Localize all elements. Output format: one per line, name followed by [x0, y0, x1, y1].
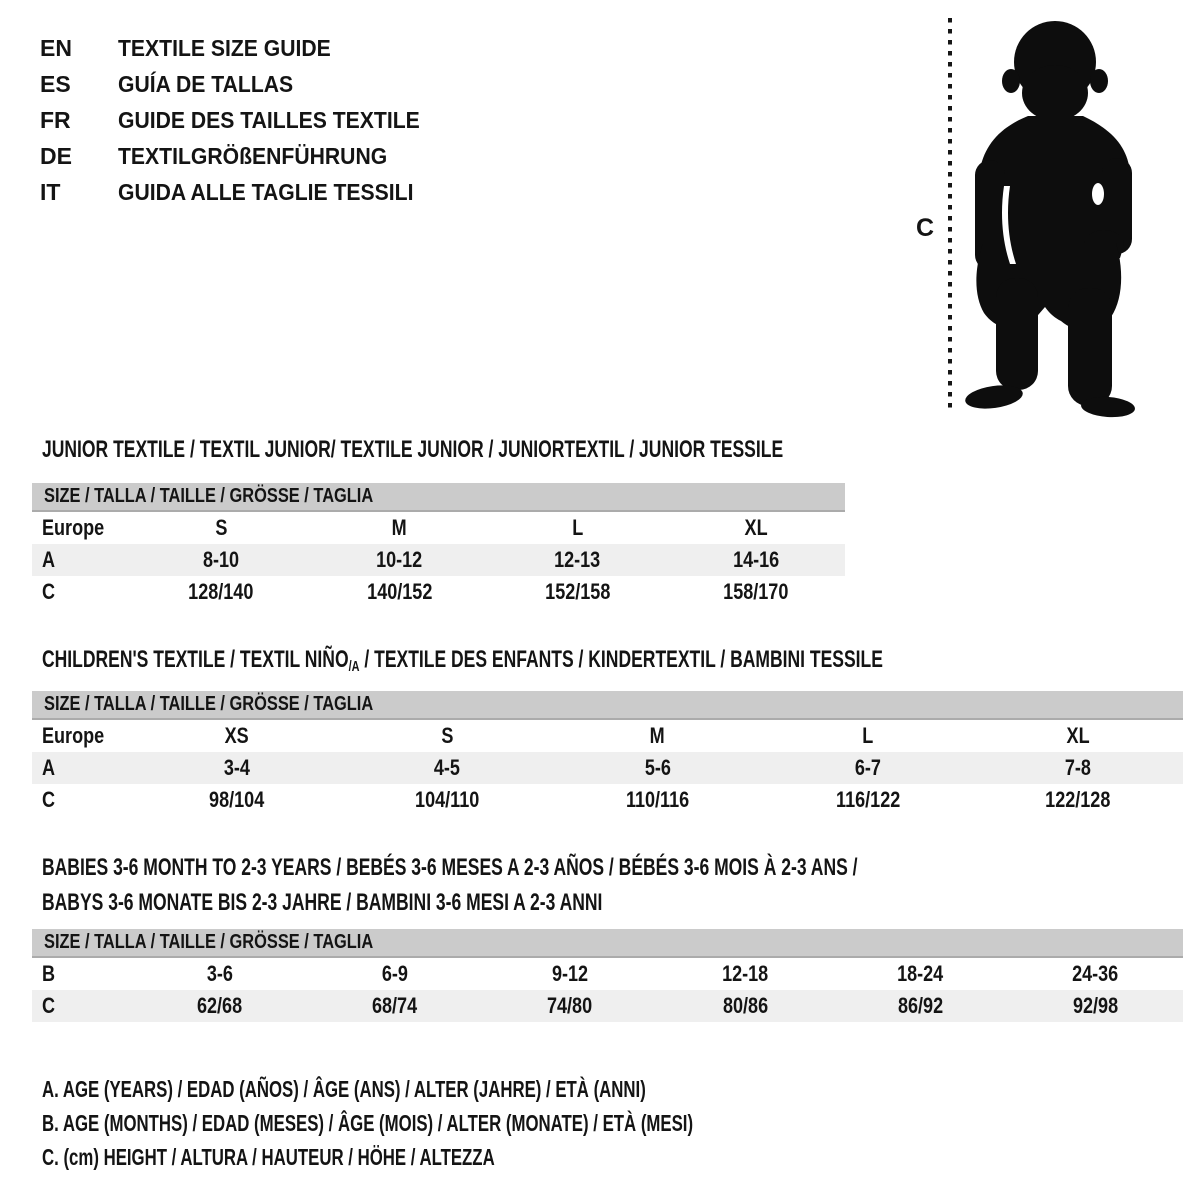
size-header-band: SIZE / TALLA / TAILLE / GRÖSSE / TAGLIA [32, 929, 1183, 958]
legend-footnotes [42, 1072, 934, 1174]
row-label: C [42, 993, 56, 1018]
language-row-it [40, 174, 446, 210]
language-row-es [40, 66, 446, 102]
row-label: A [42, 755, 56, 780]
footnote-c: C. (cm) HEIGHT / ALTURA / HAUTEUR / HÖHE / ALTEZZA [42, 1143, 495, 1170]
row-label: Europe [42, 515, 105, 540]
guide-title-it: GUIDA ALLE TAGLIE TESSILI [118, 178, 414, 205]
toddler-silhouette [964, 21, 1136, 419]
footnote-b: B. AGE (MONTHS) / EDAD (MESES) / ÂGE (MOIS) / ALTER (MONATE) / ETÀ (MESI) [42, 1109, 694, 1136]
size-header-band: SIZE / TALLA / TAILLE / GRÖSSE / TAGLIA [32, 691, 1183, 720]
table-row: A 8-10 10-12 12-13 14-16 [32, 544, 845, 576]
language-row-fr [40, 102, 446, 138]
language-code: FR [40, 106, 71, 133]
babies-heading-line2: BABYS 3-6 MONATE BIS 2-3 JAHRE / BAMBINI 3-6 MESI A 2-3 ANNI [42, 889, 603, 916]
guide-title-es: GUÍA DE TALLAS [118, 70, 294, 97]
table-row: Europe XS S M L XL [42, 723, 1090, 748]
language-code: DE [40, 142, 72, 169]
babies-heading-line1: BABIES 3-6 MONTH TO 2-3 YEARS / BEBÉS 3-6 MESES A 2-3 AÑOS / BÉBÉS 3-6 MOIS À 2-3 ANS / [42, 854, 858, 881]
row-label: C [42, 579, 56, 604]
height-measure-label: C [916, 214, 935, 242]
junior-size-table [32, 483, 845, 608]
babies-section-heading [42, 850, 1159, 920]
height-figure [898, 8, 1148, 423]
row-label: B [42, 961, 56, 986]
children-size-table [32, 691, 1183, 816]
size-header-band: SIZE / TALLA / TAILLE / GRÖSSE / TAGLIA [32, 483, 845, 512]
language-row-de [40, 138, 446, 174]
row-label: C [42, 787, 56, 812]
children-section-heading: CHILDREN'S TEXTILE / TEXTIL NIÑO/A / TEXTILE DES ENFANTS / KINDERTEXTIL / BAMBINI TESSILE [42, 646, 883, 675]
table-row: B 3-6 6-9 9-12 12-18 18-24 24-36 [42, 961, 1119, 986]
nino-a-subscript: /A [348, 658, 360, 675]
language-title-block [40, 30, 446, 210]
language-code: ES [40, 70, 71, 97]
row-label: Europe [42, 723, 105, 748]
guide-title-de: TEXTILGRÖßENFÜHRUNG [118, 142, 388, 169]
toddler-silhouette-graphic [898, 8, 1148, 423]
table-row: C 98/104 104/110 110/116 116/122 122/128 [42, 787, 1111, 812]
table-row: A 3-4 4-5 5-6 6-7 7-8 [32, 752, 1183, 784]
row-label: A [42, 547, 56, 572]
junior-section-heading: JUNIOR TEXTILE / TEXTIL JUNIOR/ TEXTILE JUNIOR / JUNIORTEXTIL / JUNIOR TESSILE [42, 436, 784, 463]
language-code: IT [40, 178, 61, 205]
guide-title-fr: GUIDE DES TAILLES TEXTILE [118, 106, 420, 133]
table-row: C 62/68 68/74 74/80 80/86 86/92 92/98 [32, 990, 1183, 1022]
language-row-en [40, 30, 446, 66]
footnote-a: A. AGE (YEARS) / EDAD (AÑOS) / ÂGE (ANS) / ALTER (JAHRE) / ETÀ (ANNI) [42, 1075, 646, 1102]
language-code: EN [40, 34, 72, 61]
guide-title-en: TEXTILE SIZE GUIDE [118, 34, 331, 61]
table-row: Europe S M L XL [42, 515, 768, 540]
babies-size-table [32, 929, 1183, 1022]
table-row: C 128/140 140/152 152/158 158/170 [42, 579, 789, 604]
